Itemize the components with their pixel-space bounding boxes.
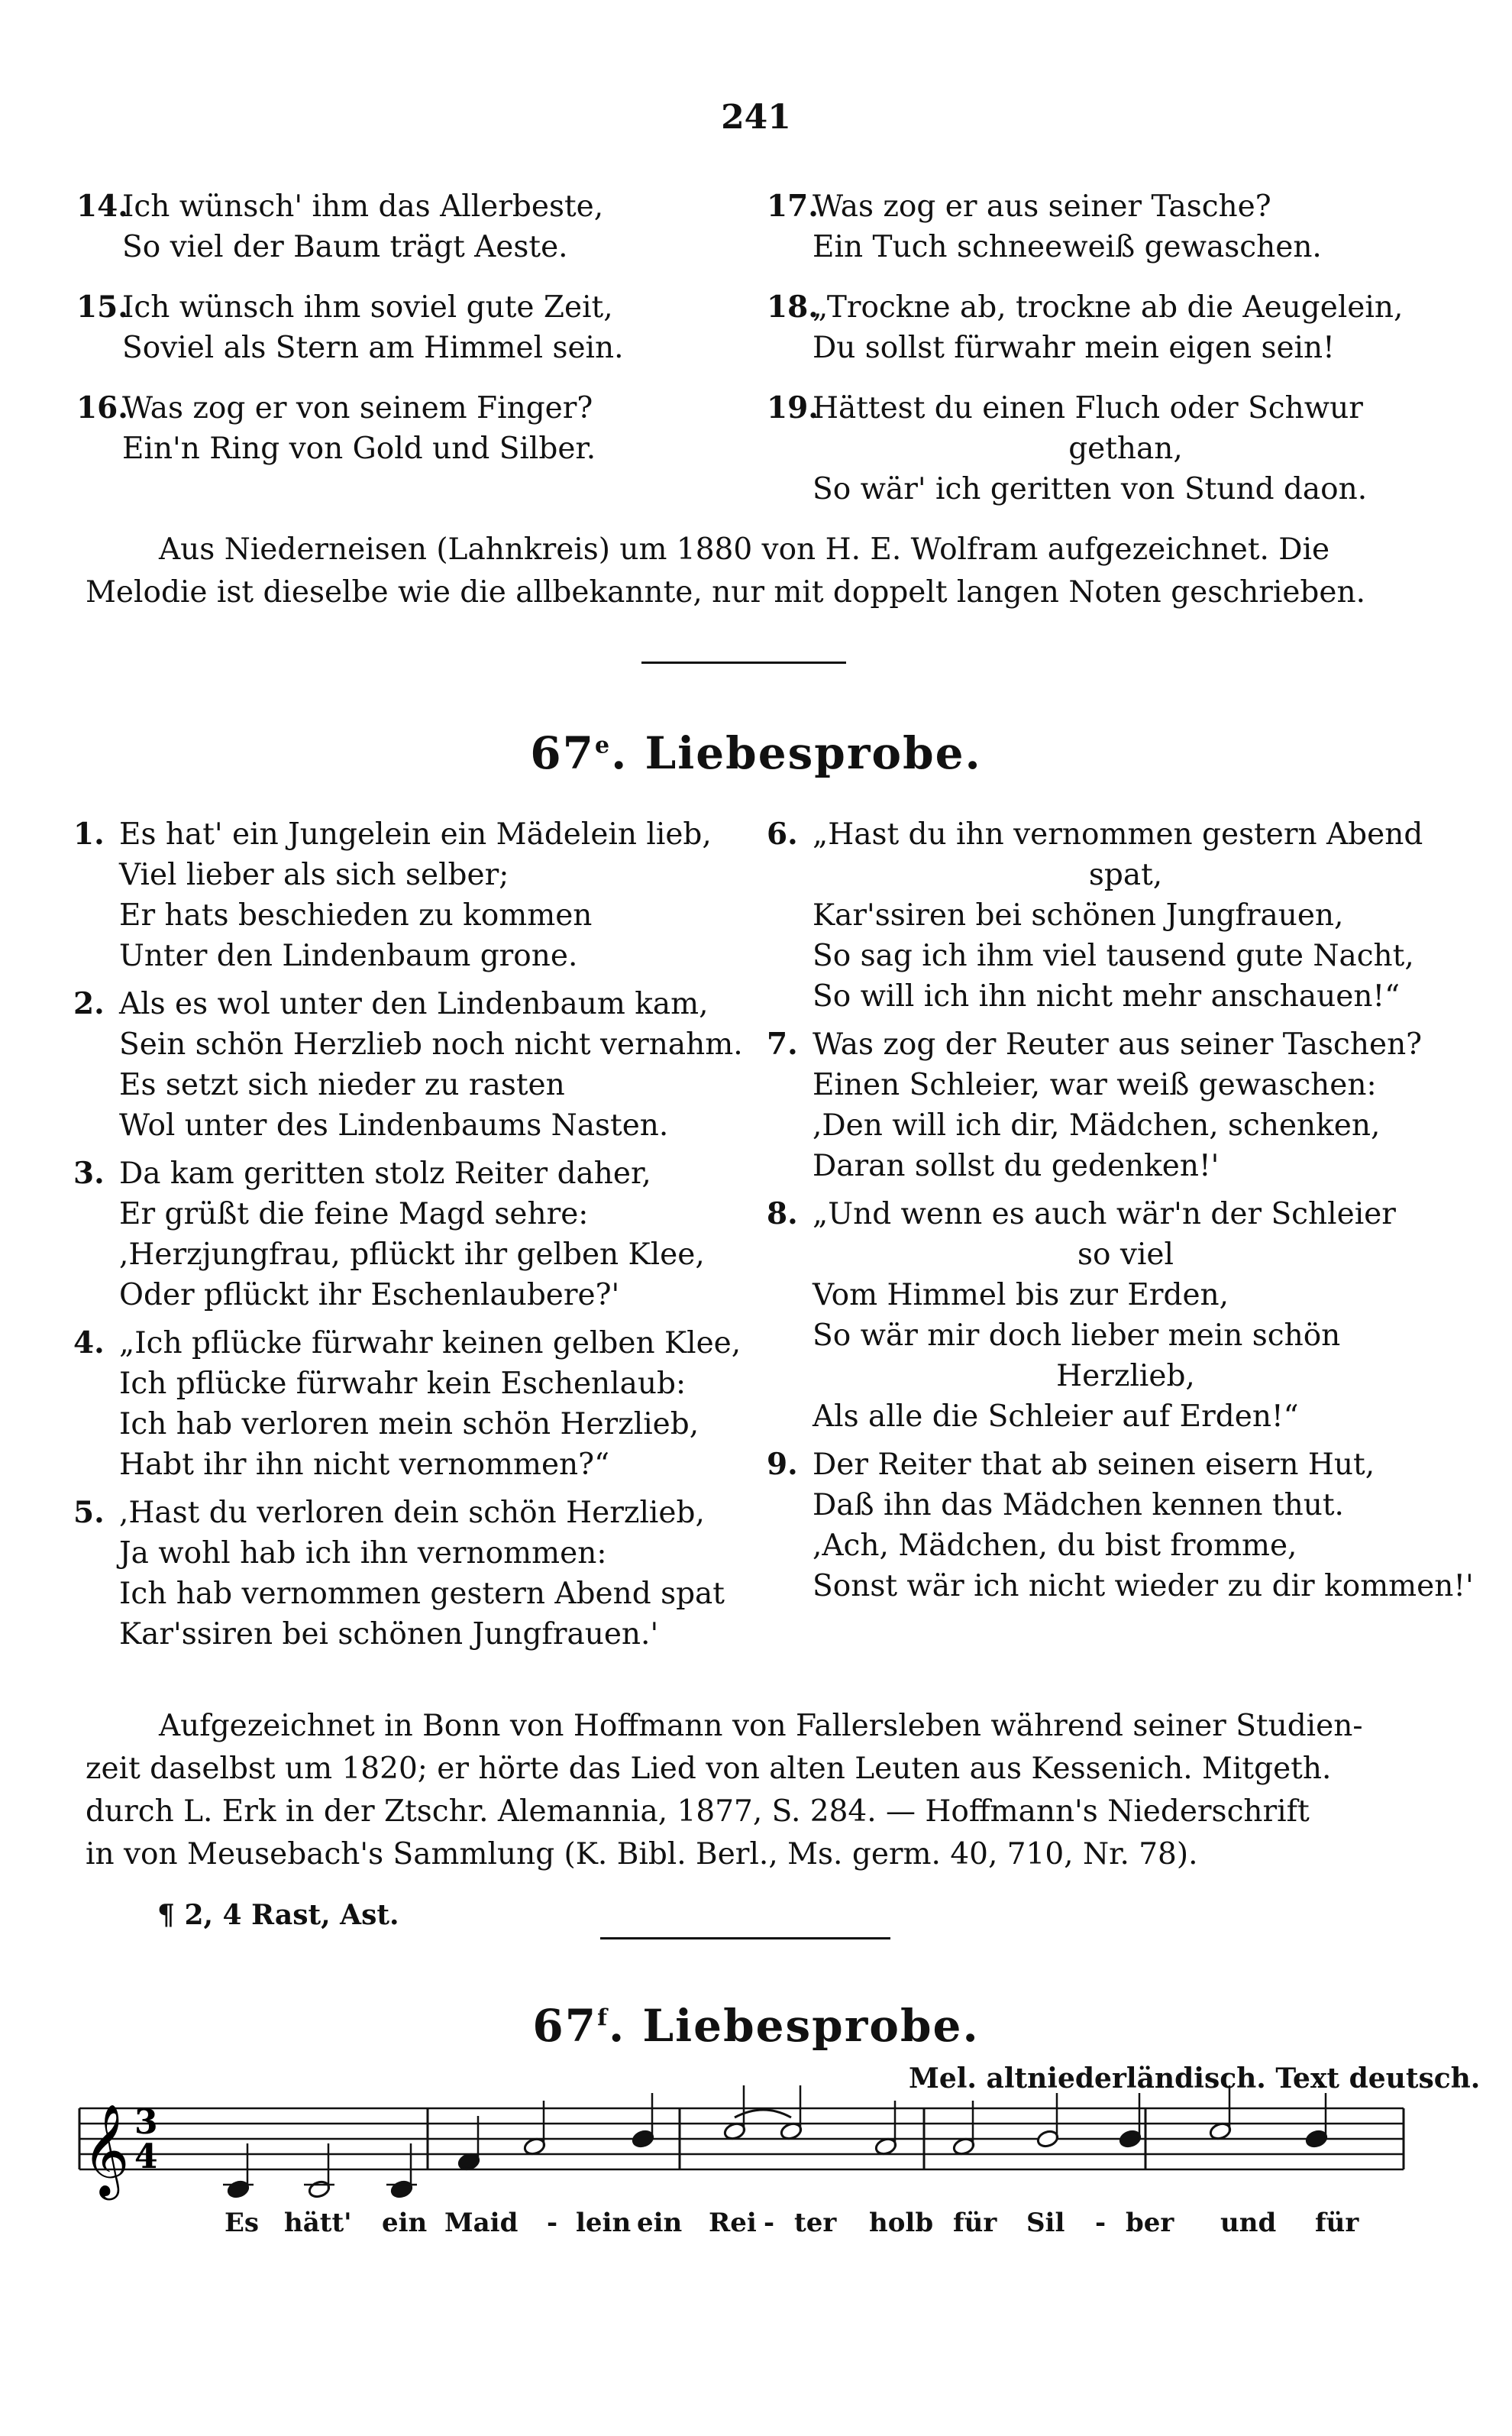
stanza-number: 6. [767,817,798,852]
verse-text: Als es wol unter den Lindenbaum kam, [119,987,709,1021]
time-signature-top: 3 [134,2103,158,2142]
stanza-number: 17. [767,189,819,224]
verse-text: Als alle die Schleier auf Erden!“ [813,1399,1299,1434]
stanza-number: 16. [76,390,128,425]
verse-text: Einen Schleier, war weiß gewaschen: [813,1068,1377,1102]
note-line: Aufgezeichnet in Bonn von Hoffmann von Fallersleben während seiner Studien- [159,1709,1363,1743]
verse-text: Es hat' ein Jungelein ein Mädelein lieb, [119,817,712,852]
verse-text: Wol unter des Lindenbaums Nasten. [119,1108,669,1143]
verse-text: So viel der Baum trägt Aeste. [122,230,568,264]
note-line: durch L. Erk in der Ztschr. Alemannia, 1877, S. 284. — Hoffmann's Niederschrift [86,1794,1310,1829]
stanza-number: 4. [73,1325,105,1360]
lyric-syllable: ter [794,2208,837,2238]
stanza-number: 3. [73,1156,105,1191]
lyric-syllable: - [764,2208,775,2238]
note-line: Melodie ist dieselbe wie die allbekannte, nur mit doppelt langen Noten geschrieben. [86,575,1365,610]
verse-text: Ein'n Ring von Gold und Silber. [122,432,596,466]
staff-notes [223,2085,1328,2199]
verse-text: so viel [1077,1237,1174,1272]
verse-text: „Trockne ab, trockne ab die Aeugelein, [813,290,1404,325]
note-head [308,2179,331,2199]
verse-text: Kar'ssiren bei schönen Jungfrauen.' [119,1617,659,1651]
note-head [390,2179,414,2199]
lyric-syllable: - [547,2208,558,2238]
verse-text: Er hats beschieden zu kommen [119,898,593,933]
note-head [1119,2129,1142,2149]
footnote: ¶ 2, 4 Rast, Ast. [157,1899,399,1931]
note-line: in von Meusebach's Sammlung (K. Bibl. Berl., Ms. germ. 40, 710, Nr. 78). [86,1837,1198,1871]
lyric-syllable: ber [1126,2208,1174,2238]
heading-suffix: e [594,732,612,759]
lyric-syllable: Es [225,2208,260,2238]
verse-text: Viel lieber als sich selber; [119,858,509,892]
verse-text: Was zog der Reuter aus seiner Taschen? [813,1027,1423,1062]
note-head [227,2179,250,2199]
lyric-syllable: holb [869,2208,934,2238]
heading-number: 67 [530,727,595,779]
verse-text: Daß ihn das Mädchen kennen thut. [813,1488,1344,1522]
lyric-syllable: Maid [444,2208,519,2238]
lyric-syllable: Rei [709,2208,757,2238]
verse-text: Sonst wär ich nicht wieder zu dir kommen!' [813,1569,1474,1603]
verse-text: Ich pflücke fürwahr kein Eschenlaub: [119,1367,687,1401]
verse-text: Hättest du einen Fluch oder Schwur [813,391,1363,425]
verse-text: So wär mir doch lieber mein schön [813,1318,1341,1353]
heading-title: Liebesprobe. [645,727,982,779]
verse-text: „Ich pflücke fürwahr keinen gelben Klee, [119,1326,741,1360]
page-number: 241 [721,98,791,137]
verse-text: Vom Himmel bis zur Erden, [813,1278,1229,1312]
heading-title: Liebesprobe. [642,2000,980,2052]
lyric-syllable: lein [576,2208,632,2238]
treble-clef-icon: 𝄞 [82,2103,130,2196]
stanza-number: 2. [73,986,105,1021]
verse-text: Herzlieb, [1056,1359,1195,1393]
lyric-syllable: hätt' [284,2208,352,2238]
verse-text: Ich hab verloren mein schön Herzlieb, [119,1407,699,1441]
verse-text: „Und wenn es auch wär'n der Schleier [813,1197,1396,1231]
stanza-number: 8. [767,1196,798,1231]
lyric-syllable: für [953,2208,997,2238]
stanza-number: 9. [767,1447,798,1482]
time-signature-bottom: 4 [134,2137,158,2176]
verse-text: Er grüßt die feine Magd sehre: [119,1197,589,1231]
verse-text: Habt ihr ihn nicht vernommen?“ [119,1448,610,1482]
verse-text: So sag ich ihm viel tausend gute Nacht, [813,939,1414,973]
heading-number: 67 [532,2000,598,2052]
melody-caption: Mel. altniederländisch. Text deutsch. [909,2062,1481,2095]
verse-text: ,Hast du verloren dein schön Herzlieb, [119,1496,705,1530]
verse-text: Daran sollst du gedenken!' [813,1149,1220,1183]
lyric-syllable: ein [637,2208,683,2238]
stanza-number: 15. [76,290,128,325]
verse-text: Es setzt sich nieder zu rasten [119,1068,565,1102]
lyric-syllable: Sil [1026,2208,1065,2238]
stanza-number: 14. [76,189,128,224]
verse-text: Ja wohl hab ich ihn vernommen: [119,1536,607,1571]
staff-lines [79,2108,1404,2169]
note-head [1305,2129,1329,2149]
note-line: Aus Niederneisen (Lahnkreis) um 1880 von H. E. Wolfram aufgezeichnet. Die [159,532,1330,567]
verse-text: Kar'ssiren bei schönen Jungfrauen, [813,898,1344,933]
verse-text: Was zog er von seinem Finger? [122,391,593,425]
lyric-syllable: - [1095,2208,1107,2238]
verse-text: „Hast du ihn vernommen gestern Abend [813,817,1423,852]
verse-text: Du sollst fürwahr mein eigen sein! [813,331,1335,365]
verse-text: So will ich ihn nicht mehr anschauen!“ [813,979,1401,1014]
heading-suffix: f [597,2004,609,2032]
stanza-number: 7. [767,1027,798,1062]
verse-text: Ich wünsch' ihm das Allerbeste, [122,189,604,224]
verse-text: Soviel als Stern am Himmel sein. [122,331,624,365]
heading-dot: . [611,727,645,779]
verse-text: Unter den Lindenbaum grone. [119,939,578,973]
lyric-syllable: ein [382,2208,428,2238]
verse-text: ,Herzjungfrau, pflückt ihr gelben Klee, [119,1237,705,1272]
verse-text: ,Den will ich dir, Mädchen, schenken, [813,1108,1381,1143]
verse-text: Der Reiter that ab seinen eisern Hut, [813,1448,1375,1482]
stanza-number: 5. [73,1495,105,1530]
verse-text: ,Ach, Mädchen, du bist fromme, [813,1529,1297,1563]
verse-text: Oder pflückt ihr Eschenlaubere?' [119,1278,620,1312]
verse-text: Ein Tuch schneeweiß gewaschen. [813,230,1322,264]
note-head [632,2129,655,2149]
note-head [1036,2129,1060,2149]
stanza-number: 1. [73,817,105,852]
note-line: zeit daselbst um 1820; er hörte das Lied von alten Leuten aus Kessenich. Mitgeth. [86,1752,1332,1786]
verse-text: Ich hab vernommen gestern Abend spat [119,1577,725,1611]
verse-text: Sein schön Herzlieb noch nicht vernahm. [119,1027,743,1062]
stanza-number: 19. [767,390,819,425]
heading-dot: . [608,2000,643,2052]
verse-text: So wär' ich geritten von Stund daon. [813,472,1368,506]
lyric-syllable: für [1315,2208,1359,2238]
verse-text: Da kam geritten stolz Reiter daher, [119,1157,651,1191]
verse-text: gethan, [1068,432,1183,466]
stanza-number: 18. [767,290,819,325]
verse-text: spat, [1088,858,1163,892]
verse-text: Ich wünsch ihm soviel gute Zeit, [122,290,613,325]
lyric-syllable: und [1220,2208,1277,2238]
verse-text: Was zog er aus seiner Tasche? [813,189,1271,224]
